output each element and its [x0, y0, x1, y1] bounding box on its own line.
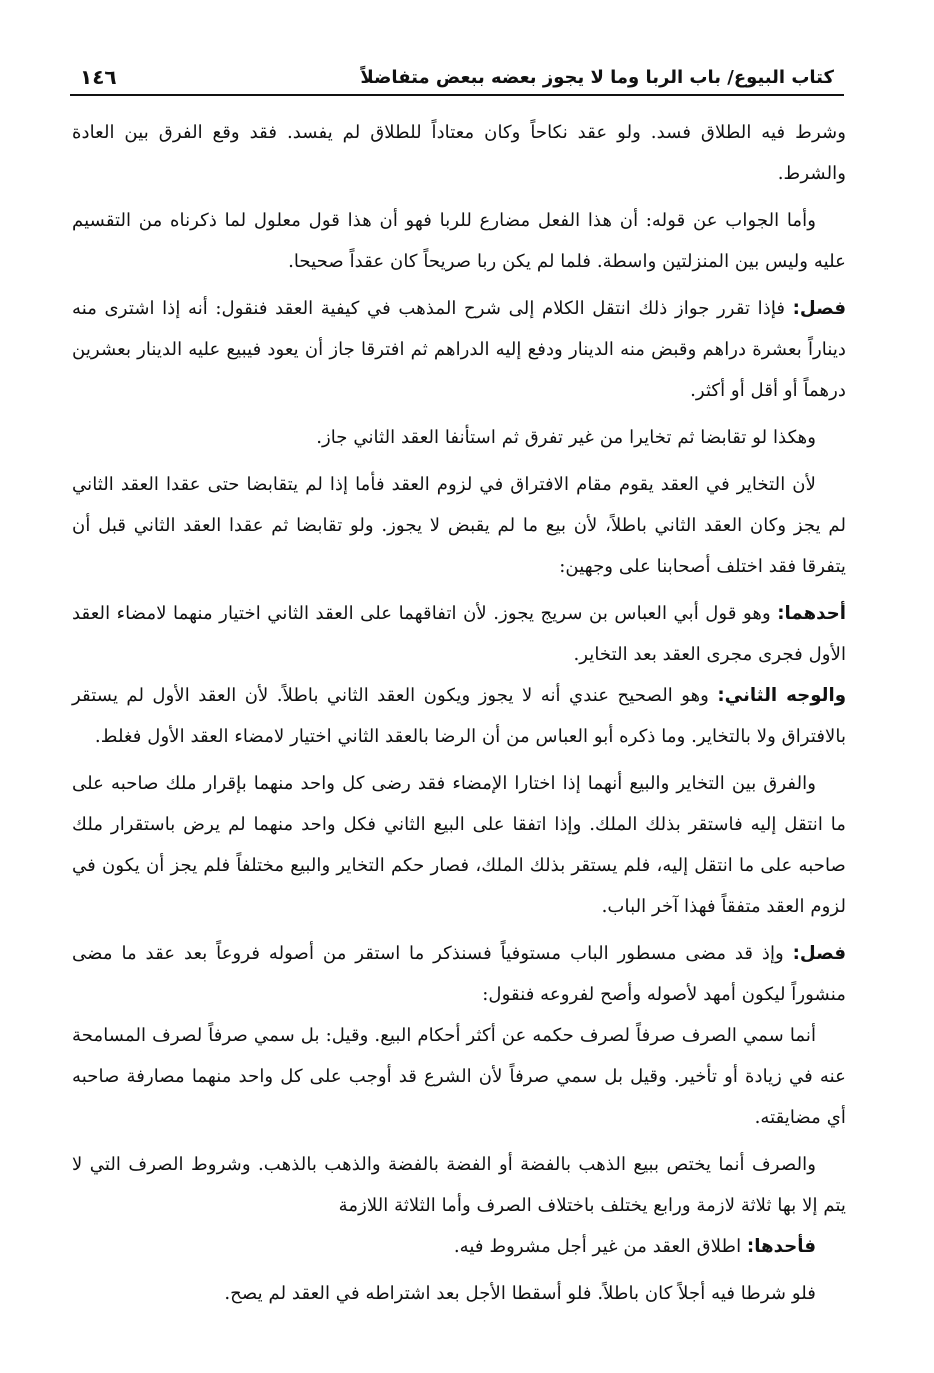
- paragraph-text: اطلاق العقد من غير أجل مشروط فيه.: [453, 1236, 747, 1257]
- section-heading: فصل:: [792, 298, 846, 319]
- paragraph-6-first-view: [72, 593, 846, 675]
- paragraph-4: [72, 417, 846, 458]
- paragraph-1: [72, 112, 846, 194]
- paragraph-text: وشرط فيه الطلاق فسد. ولو عقد نكاحاً وكان معتاداً للطلاق لم يفسد. فقد وقع الفرق بين العادة والشرط.: [72, 122, 846, 184]
- paragraph-10: [72, 1015, 846, 1138]
- paragraph-7-second-view: [72, 675, 846, 757]
- body-text: [72, 112, 846, 1333]
- paragraph-8: [72, 763, 846, 927]
- paragraph-9-fasl: [72, 933, 846, 1015]
- running-title: كتاب البيوع/ باب الربا وما لا يجوز بعضه ببعض متفاضلاً: [360, 66, 834, 88]
- paragraph-text: وهو قول أبي العباس بن سريج يجوز. لأن اتفاقهما على العقد الثاني اختيار منهما لامضاء العقد الأول فجرى مجرى العقد بعد التخاير.: [72, 603, 846, 665]
- paragraph-11: [72, 1144, 846, 1226]
- section-heading: فأحدها:: [746, 1236, 816, 1257]
- section-heading: والوجه الثاني:: [717, 685, 846, 706]
- paragraph-5: [72, 464, 846, 587]
- paragraph-text: وهكذا لو تقابضا ثم تخايرا من غير تفرق ثم استأنفا العقد الثاني جاز.: [316, 427, 816, 448]
- paragraph-text: والصرف أنما يختص ببيع الذهب بالفضة أو الفضة بالفضة والذهب بالذهب. وشروط الصرف التي لا يتم إلا بها ثلاثة لازمة ورابع يختلف باختلاف الصرف وأما الثلاثة اللازمة: [72, 1154, 846, 1216]
- paragraph-text: فإذا تقرر جواز ذلك انتقل الكلام إلى شرح المذهب في كيفية العقد فنقول: أنه إذا اشترى منه ديناراً بعشرة دراهم وقبض منه الدينار ودفع إليه الدراهم ثم افترقا جاز أن يعود فيبيع عليه الدينار بعشرين درهماً أو أقل أو أكثر.: [72, 298, 846, 401]
- section-heading: أحدهما:: [777, 603, 846, 624]
- paragraph-3-fasl: [72, 288, 846, 411]
- paragraph-text: وهو الصحيح عندي أنه لا يجوز ويكون العقد الثاني باطلاً. لأن العقد الأول لم يستقر بالافتراق ولا بالتخاير. وما ذكره أبو العباس من أن الرضا بالعقد الثاني اختيار لامضاء العقد الأول فغلط.: [72, 685, 846, 747]
- paragraph-13: [72, 1273, 846, 1314]
- section-heading: فصل:: [792, 943, 846, 964]
- paragraph-text: فلو شرطا فيه أجلاً كان باطلاً. فلو أسقطا الأجل بعد اشتراطه في العقد لم يصح.: [224, 1283, 816, 1304]
- paragraph-text: لأن التخاير في العقد يقوم مقام الافتراق في لزوم العقد فأما إذا لم يتقابضا حتى عقدا العقد الثاني لم يجز وكان العقد الثاني باطلاً، لأن بيع ما لم يقبض لا يجوز. ولو تقابضا ثم عقدا العقد الثاني قبل أن يتفرقا فقد اختلف أصحابنا على وجهين:: [72, 474, 846, 577]
- paragraph-text: والفرق بين التخاير والبيع أنهما إذا اختارا الإمضاء فقد رضى كل واحد منهما بإقرار ملك صاحبه على ما انتقل إليه فاستقر بذلك الملك. وإذا اتفقا على البيع الثاني فكل واحد منهما لم يرض باستقرار ملك صاحبه على ما انتقل إليه، فلم يستقر بذلك الملك، فصار حكم التخاير والبيع مختلفاً فلم يجز أن يكون في لزوم العقد متفقاً فهذا آخر الباب.: [72, 773, 846, 917]
- paragraph-text: وإذ قد مضى مسطور الباب مستوفياً فسنذكر ما استقر من أصوله فروعاً بعد عقد ما مضى منشوراً ليكون أمهد لأصوله وأصح لفروعه فنقول:: [72, 943, 846, 1005]
- page-header: [70, 60, 844, 96]
- paragraph-12-first-condition: [72, 1226, 846, 1267]
- paragraph-2: [72, 200, 846, 282]
- paragraph-text: أنما سمي الصرف صرفاً لصرف حكمه عن أكثر أحكام البيع. وقيل: بل سمي صرفاً لصرف المسامحة عنه في زيادة أو تأخير. وقيل بل سمي صرفاً لأن الشرع قد أوجب على كل واحد منهما مصارفة صاحبه أي مضايقته.: [72, 1025, 846, 1128]
- page-number: ١٤٦: [80, 65, 117, 89]
- paragraph-text: وأما الجواب عن قوله: أن هذا الفعل مضارع للربا فهو أن هذا قول معلول لما ذكرناه من التقسيم عليه وليس بين المنزلتين واسطة. فلما لم يكن ربا صريحاً كان عقداً صحيحا.: [72, 210, 846, 272]
